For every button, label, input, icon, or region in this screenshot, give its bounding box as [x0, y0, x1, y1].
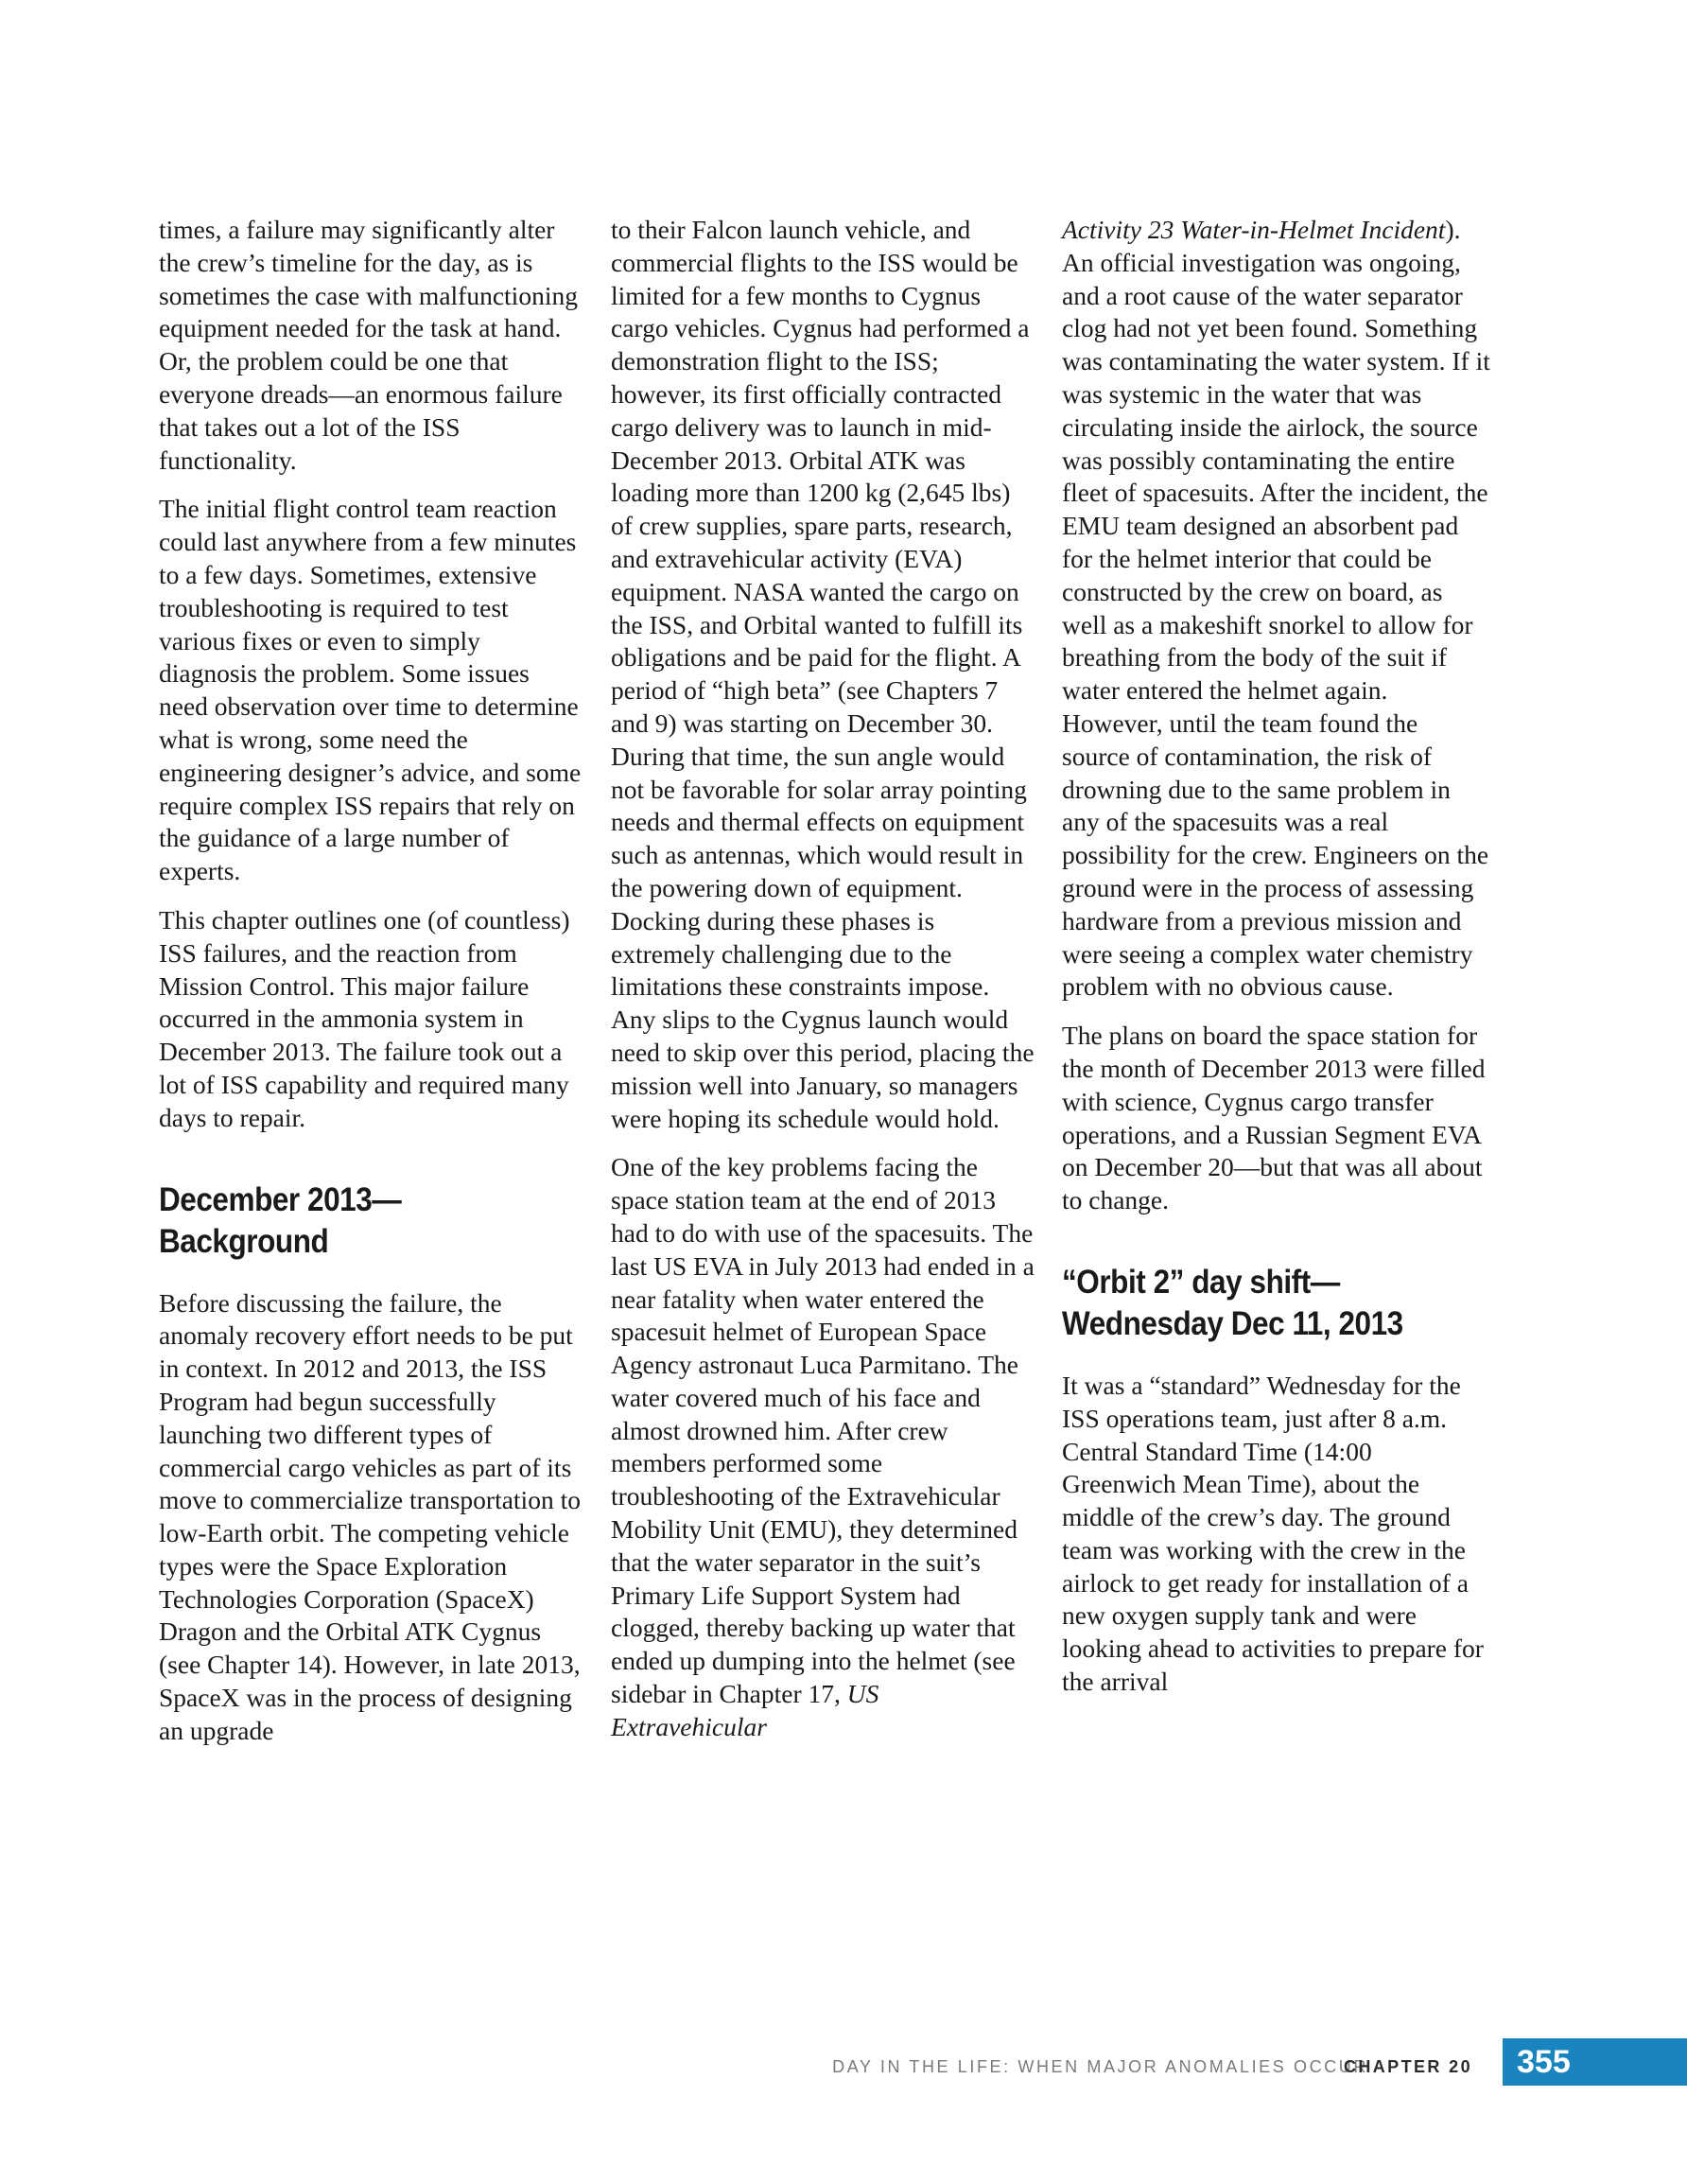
- paragraph: This chapter outlines one (of countless) ISS failures, and the reaction from Mission Control. This major failure occurred in the ammonia system in December 2013. The failure took out a lot of ISS capability and required many days to repair.: [159, 904, 570, 1132]
- paragraph-text: One of the key problems facing the space station team at the end of 2013 had to do with use of the spacesuits. The last US EVA in July 2013 had ended in a near fatality when water entered the spacesuit helmet of European Space Agency astronaut Luca Parmitano. The water covered much of his face and almost drowned him. After crew members performed some troubleshooting of the Extravehicular Mobility Unit (EMU), they determined that the water separator in the suit’s Primary Life Support System had clogged, thereby backing up water that ended up dumping into the helmet (see sidebar in Chapter 17,: [611, 1152, 1035, 1709]
- text-column-1: [159, 214, 583, 1764]
- paragraph: [1062, 214, 1490, 1004]
- section-heading-line: December 2013—: [159, 1180, 402, 1218]
- section-heading-line: Wednesday Dec 11, 2013: [1062, 1304, 1403, 1342]
- text-column-3: [1062, 214, 1490, 1715]
- chapter-label: CHAPTER 20: [1343, 2057, 1472, 2076]
- italic-reference: Activity 23 Water-in-Helmet Incident: [1062, 215, 1446, 244]
- paragraph: [611, 1151, 1036, 1743]
- paragraph: The initial flight control team reaction could last anywhere from a few minutes to a few days. Sometimes, extensive troubleshooting is required to test various fixes or even to simply diagnosis the problem. Some issues need observation over time to determine what is wrong, some need the engineering designer’s advice, and some require complex ISS repairs that rely on the guidance of a large number of experts.: [159, 494, 582, 886]
- paragraph: times, a failure may significantly alter the crew’s timeline for the day, as is sometimes the case with malfunctioning equipment needed for the task at hand. Or, the problem could be one that everyone dreads—an enormous failure that takes out a lot of the ISS functionality.: [159, 215, 578, 475]
- paragraph: The plans on board the space station for the month of December 2013 were filled with science, Cygnus cargo transfer operations, and a Russian Segment EVA on December 20—but that was all about to change.: [1062, 1021, 1486, 1215]
- paragraph: Before discussing the failure, the anomaly recovery effort needs to be put in context. In 2012 and 2013, the ISS Program had begun successfully launching two different types of commercial cargo vehicles as part of its move to commercialize transportation to low-Earth orbit. The competing vehicle types were the Space Exploration Technologies Corporation (SpaceX) Dragon and the Orbital ATK Cygnus (see Chapter 14). However, in late 2013, SpaceX was in the process of designing an upgrade: [159, 1287, 581, 1745]
- running-title: DAY IN THE LIFE: WHEN MAJOR ANOMALIES OCCUR: [832, 2057, 1368, 2076]
- page-number: 355: [1517, 2044, 1571, 2080]
- section-heading: [159, 1179, 579, 1263]
- italic-reference: US Extravehicular: [611, 1679, 879, 1741]
- paragraph: It was a “standard” Wednesday for the ISS operations team, just after 8 a.m. Central Standard Time (14:00 Greenwich Mean Time), about the middle of the crew’s day. The ground team was working with the crew in the airlock to get ready for installation of a new oxygen supply tank and were looking ahead to activities to prepare for the arrival: [1062, 1370, 1484, 1697]
- paragraph-text: ). An official investigation was ongoing, and a root cause of the water separator clog had not yet been found. Something was contaminating the water system. If it was systemic in the water that was circulating inside the airlock, the source was possibly contaminating the entire fleet of spacesuits. After the incident, the EMU team designed an absorbent pad for the helmet interior that could be constructed by the crew on board, as well as a makeshift snorkel to allow for breathing from the body of the suit if water entered the helmet again. However, until the team found the source of contamination, the risk of drowning due to the same problem in any of the spacesuits was a real possibility for the crew. Engineers on the ground were in the process of assessing hardware from a previous mission and were seeing a complex water chemistry problem with no obvious cause.: [1062, 215, 1490, 1002]
- page-footer: [0, 2038, 1687, 2095]
- section-heading: [1062, 1262, 1486, 1345]
- section-heading-line: “Orbit 2” day shift—: [1062, 1263, 1340, 1301]
- section-heading-line: Background: [159, 1222, 329, 1260]
- paragraph: to their Falcon launch vehicle, and commercial flights to the ISS would be limited for a few months to Cygnus cargo vehicles. Cygnus had performed a demonstration flight to the ISS; however, its first officially contracted cargo delivery was to launch in mid-December 2013. Orbital ATK was loading more than 1200 kg (2,645 lbs) of crew supplies, spare parts, research, and extravehicular activity (EVA) equipment. NASA wanted the cargo on the ISS, and Orbital wanted to fulfill its obligations and be paid for the flight. A period of “high beta” (see Chapters 7 and 9) was starting on December 30. During that time, the sun angle would not be favorable for solar array pointing needs and thermal effects on equipment such as antennas, which would result in the powering down of equipment. Docking during these phases is extremely challenging due to the limitations these constraints impose. Any slips to the Cygnus launch would need to skip over this period, placing the mission well into January, so managers were hoping its schedule would hold.: [611, 215, 1035, 1133]
- text-column-2: [611, 214, 1036, 1760]
